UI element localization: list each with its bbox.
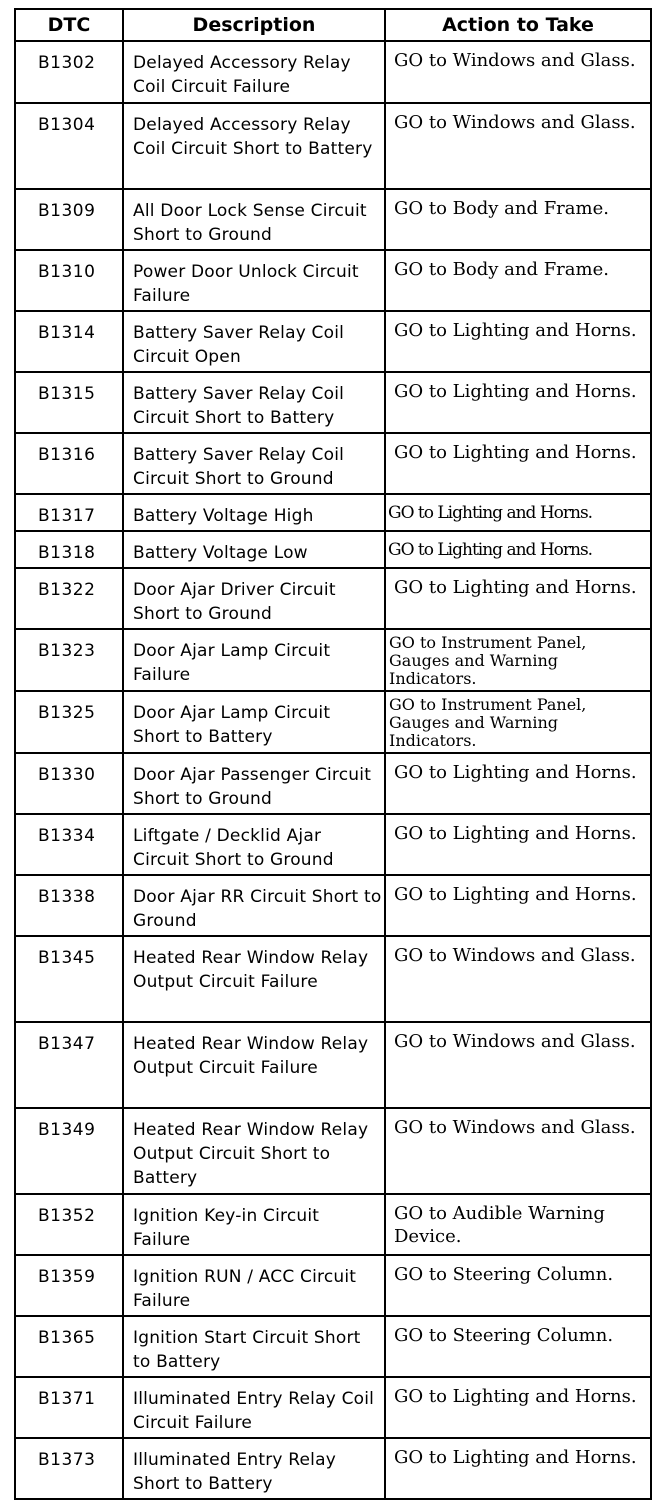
- table-row: [15, 311, 651, 372]
- dtc-description: Illuminated Entry Relay Short to Battery: [123, 1438, 385, 1499]
- dtc-action: GO to Instrument Panel, Gauges and Warning Indicators.: [385, 691, 651, 753]
- dtc-code: B1323: [15, 629, 123, 691]
- dtc-description: Battery Saver Relay Coil Circuit Short to Ground: [123, 433, 385, 494]
- table-row: [15, 629, 651, 691]
- table-row: [15, 494, 651, 531]
- dtc-code: B1373: [15, 1438, 123, 1499]
- table-row: [15, 936, 651, 1022]
- dtc-action: GO to Lighting and Horns.: [385, 753, 651, 814]
- table-row: [15, 372, 651, 433]
- dtc-code: B1302: [15, 41, 123, 103]
- dtc-code: B1317: [15, 494, 123, 531]
- dtc-code: B1309: [15, 189, 123, 250]
- dtc-code: B1345: [15, 936, 123, 1022]
- dtc-description: Heated Rear Window Relay Output Circuit Failure: [123, 1022, 385, 1108]
- table-row: [15, 1255, 651, 1316]
- table-row: [15, 250, 651, 311]
- dtc-description: Ignition Start Circuit Short to Battery: [123, 1316, 385, 1377]
- dtc-action: GO to Lighting and Horns.: [385, 494, 651, 531]
- dtc-action: GO to Lighting and Horns.: [385, 568, 651, 629]
- dtc-description: Battery Voltage Low: [123, 531, 385, 568]
- header-description: Description: [123, 9, 385, 41]
- dtc-description: Ignition Key-in Circuit Failure: [123, 1194, 385, 1255]
- dtc-description: Illuminated Entry Relay Coil Circuit Failure: [123, 1377, 385, 1438]
- dtc-code: B1359: [15, 1255, 123, 1316]
- dtc-description: Door Ajar RR Circuit Short to Ground: [123, 875, 385, 936]
- header-dtc: DTC: [15, 9, 123, 41]
- dtc-description: All Door Lock Sense Circuit Short to Ground: [123, 189, 385, 250]
- table-row: [15, 1377, 651, 1438]
- dtc-description: Liftgate / Decklid Ajar Circuit Short to Ground: [123, 814, 385, 875]
- dtc-code: B1338: [15, 875, 123, 936]
- dtc-code: B1349: [15, 1108, 123, 1194]
- dtc-code: B1365: [15, 1316, 123, 1377]
- dtc-action: GO to Body and Frame.: [385, 250, 651, 311]
- dtc-code: B1314: [15, 311, 123, 372]
- dtc-description: Door Ajar Passenger Circuit Short to Ground: [123, 753, 385, 814]
- dtc-action: GO to Windows and Glass.: [385, 103, 651, 189]
- table-row: [15, 814, 651, 875]
- dtc-action: GO to Lighting and Horns.: [385, 311, 651, 372]
- dtc-action: GO to Lighting and Horns.: [385, 433, 651, 494]
- dtc-description: Door Ajar Lamp Circuit Failure: [123, 629, 385, 691]
- dtc-action: GO to Lighting and Horns.: [385, 531, 651, 568]
- header-row: [15, 9, 651, 41]
- dtc-action: GO to Windows and Glass.: [385, 936, 651, 1022]
- dtc-action: GO to Audible Warning Device.: [385, 1194, 651, 1255]
- table-row: [15, 189, 651, 250]
- dtc-table: [14, 8, 652, 1500]
- dtc-description: Ignition RUN / ACC Circuit Failure: [123, 1255, 385, 1316]
- dtc-description: Door Ajar Driver Circuit Short to Ground: [123, 568, 385, 629]
- dtc-action: GO to Windows and Glass.: [385, 41, 651, 103]
- dtc-code: B1325: [15, 691, 123, 753]
- table-row: [15, 41, 651, 103]
- table-row: [15, 531, 651, 568]
- dtc-code: B1371: [15, 1377, 123, 1438]
- dtc-action: GO to Instrument Panel, Gauges and Warning Indicators.: [385, 629, 651, 691]
- dtc-action: GO to Lighting and Horns.: [385, 372, 651, 433]
- dtc-description: Door Ajar Lamp Circuit Short to Battery: [123, 691, 385, 753]
- dtc-code: B1347: [15, 1022, 123, 1108]
- table-row: [15, 1022, 651, 1108]
- dtc-description: Heated Rear Window Relay Output Circuit Short to Battery: [123, 1108, 385, 1194]
- dtc-code: B1310: [15, 250, 123, 311]
- table-row: [15, 1108, 651, 1194]
- dtc-description: Power Door Unlock Circuit Failure: [123, 250, 385, 311]
- dtc-code: B1318: [15, 531, 123, 568]
- dtc-description: Delayed Accessory Relay Coil Circuit Short to Battery: [123, 103, 385, 189]
- dtc-action: GO to Body and Frame.: [385, 189, 651, 250]
- dtc-code: B1315: [15, 372, 123, 433]
- dtc-action: GO to Lighting and Horns.: [385, 814, 651, 875]
- dtc-description: Delayed Accessory Relay Coil Circuit Failure: [123, 41, 385, 103]
- dtc-action: GO to Lighting and Horns.: [385, 1377, 651, 1438]
- table-row: [15, 1438, 651, 1499]
- table-row: [15, 1194, 651, 1255]
- table-row: [15, 1316, 651, 1377]
- dtc-description: Battery Saver Relay Coil Circuit Short to Battery: [123, 372, 385, 433]
- dtc-code: B1330: [15, 753, 123, 814]
- table-row: [15, 753, 651, 814]
- dtc-action: GO to Lighting and Horns.: [385, 1438, 651, 1499]
- table-row: [15, 433, 651, 494]
- dtc-code: B1352: [15, 1194, 123, 1255]
- dtc-action: GO to Steering Column.: [385, 1316, 651, 1377]
- dtc-code: B1316: [15, 433, 123, 494]
- dtc-code: B1322: [15, 568, 123, 629]
- dtc-description: Battery Voltage High: [123, 494, 385, 531]
- dtc-action: GO to Windows and Glass.: [385, 1022, 651, 1108]
- dtc-action: GO to Steering Column.: [385, 1255, 651, 1316]
- dtc-description: Heated Rear Window Relay Output Circuit Failure: [123, 936, 385, 1022]
- table-row: [15, 875, 651, 936]
- header-action: Action to Take: [385, 9, 651, 41]
- dtc-code: B1304: [15, 103, 123, 189]
- table-row: [15, 691, 651, 753]
- dtc-description: Battery Saver Relay Coil Circuit Open: [123, 311, 385, 372]
- table-row: [15, 103, 651, 189]
- table-row: [15, 568, 651, 629]
- dtc-action: GO to Windows and Glass.: [385, 1108, 651, 1194]
- dtc-code: B1334: [15, 814, 123, 875]
- dtc-action: GO to Lighting and Horns.: [385, 875, 651, 936]
